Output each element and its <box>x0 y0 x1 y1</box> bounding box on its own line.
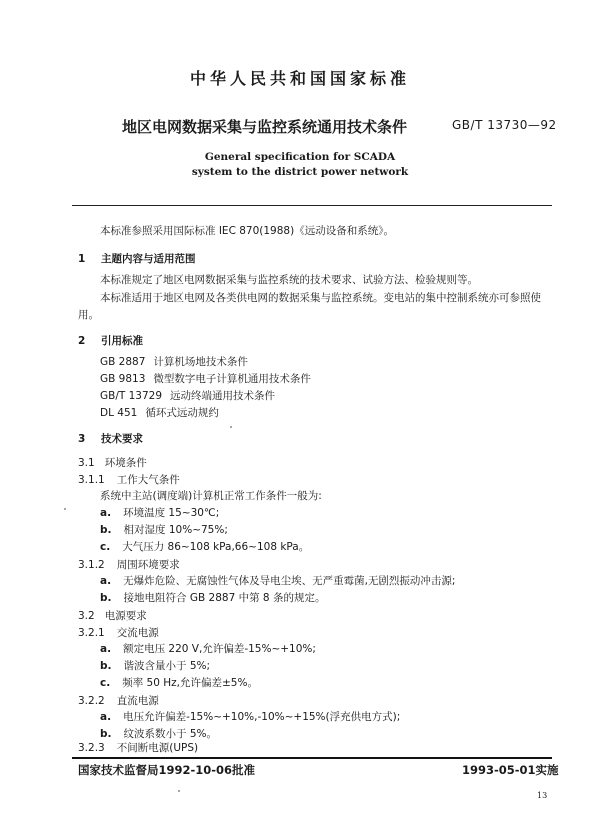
list-item <box>100 710 400 724</box>
subsection-3-2-2-heading <box>78 693 159 708</box>
page-number: 13 <box>537 791 548 800</box>
list-text: 频率 50 Hz,允许偏差±5%。 <box>122 677 258 689</box>
list-text: 电压允许偏差-15%~+10%,-10%~+15%(浮充供电方式); <box>123 711 401 723</box>
subsection-3-2-heading <box>78 608 147 623</box>
reference-code: GB 2887 <box>100 356 146 368</box>
subsection-3-1-heading <box>78 455 147 470</box>
subsection-number: 3.1 <box>78 457 95 469</box>
footer-rule <box>72 757 552 759</box>
list-item <box>100 659 210 673</box>
subsection-3-2-3-heading <box>78 740 198 755</box>
list-marker: b. <box>100 592 112 604</box>
section-title: 技术要求 <box>100 433 143 445</box>
section-3-heading <box>78 431 143 446</box>
subsection-title: 周围环境要求 <box>116 559 180 571</box>
section-1-heading <box>78 251 195 266</box>
implementation-date: 1993-05-01实施 <box>462 763 559 777</box>
subsection-title: 电源要求 <box>104 610 147 622</box>
section-1-paragraph-2: 本标准适用于地区电网及各类供电网的数据采集与监控系统。变电站的集中控制系统亦可参照使 <box>100 292 541 304</box>
list-marker: b. <box>100 660 112 672</box>
section-1-paragraph-1: 本标准规定了地区电网数据采集与监控系统的技术要求、试验方法、检验规则等。 <box>100 274 478 286</box>
list-item <box>100 523 228 537</box>
header-rule <box>72 205 552 206</box>
scan-speck <box>178 790 180 792</box>
section-number: 1 <box>78 253 86 265</box>
intro-paragraph: 本标准参照采用国际标准 IEC 870(1988)《远动设备和系统》。 <box>100 225 394 237</box>
reference-item <box>100 406 219 420</box>
document-title: 地区电网数据采集与监控系统通用技术条件 <box>122 118 408 136</box>
scan-speck <box>64 508 66 510</box>
subsection-3-1-1-heading <box>78 472 180 487</box>
list-text: 相对湿度 10%~75%; <box>123 524 228 536</box>
section-number: 3 <box>78 433 86 445</box>
english-title-line2: system to the district power network <box>191 166 409 178</box>
subsection-number: 3.2 <box>78 610 95 622</box>
list-marker: b. <box>100 524 112 536</box>
list-text: 额定电压 220 V,允许偏差-15%~+10%; <box>123 643 316 655</box>
reference-name: 计算机场地技术条件 <box>153 356 248 368</box>
section-2-heading <box>78 333 143 348</box>
approval-line: 国家技术监督局1992-10-06批准 <box>78 763 256 777</box>
list-item <box>100 642 316 656</box>
reference-code: GB 9813 <box>100 373 146 385</box>
subsection-number: 3.2.3 <box>78 742 105 754</box>
subsection-3-1-1-lead: 系统中主站(调度端)计算机正常工作条件一般为: <box>100 490 322 502</box>
list-text: 大气压力 86~108 kPa,66~108 kPa。 <box>122 541 310 553</box>
reference-name: 远动终端通用技术条件 <box>170 390 276 402</box>
subsection-title: 工作大气条件 <box>116 474 180 486</box>
list-marker: b. <box>100 728 112 740</box>
list-text: 无爆炸危险、无腐蚀性气体及导电尘埃、无严重霉菌,无剧烈振动冲击源; <box>123 575 456 587</box>
subsection-title: 直流电源 <box>116 695 159 707</box>
list-marker: a. <box>100 507 112 519</box>
subsection-title: 环境条件 <box>104 457 147 469</box>
list-marker: a. <box>100 575 112 587</box>
list-marker: a. <box>100 711 112 723</box>
reference-code: DL 451 <box>100 407 138 419</box>
list-marker: c. <box>100 541 111 553</box>
subsection-title: 不间断电源(UPS) <box>116 742 199 754</box>
scan-speck <box>230 426 232 428</box>
list-item <box>100 540 309 554</box>
subsection-3-2-1-heading <box>78 625 159 640</box>
subsection-title: 交流电源 <box>116 627 159 639</box>
reference-name: 循环式远动规约 <box>145 407 219 419</box>
list-marker: c. <box>100 677 111 689</box>
list-item <box>100 676 258 690</box>
list-text: 环境温度 15~30℃; <box>123 507 220 519</box>
section-title: 引用标准 <box>100 335 143 347</box>
list-item <box>100 727 217 741</box>
list-marker: a. <box>100 643 112 655</box>
list-item <box>100 574 455 588</box>
reference-code: GB/T 13729 <box>100 390 163 402</box>
list-item <box>100 591 325 605</box>
section-number: 2 <box>78 335 86 347</box>
reference-name: 微型数字电子计算机通用技术条件 <box>153 373 311 385</box>
section-title: 主题内容与适用范围 <box>100 253 196 265</box>
reference-item <box>100 372 311 386</box>
section-1-paragraph-2-cont: 用。 <box>78 309 99 321</box>
list-text: 纹波系数小于 5%。 <box>123 728 218 740</box>
subsection-3-1-2-heading <box>78 557 180 572</box>
standard-code: GB/T 13730—92 <box>452 118 557 132</box>
list-text: 谐波含量小于 5%; <box>123 660 211 672</box>
list-item <box>100 506 219 520</box>
subsection-number: 3.2.2 <box>78 695 105 707</box>
list-text: 接地电阻符合 GB 2887 中第 8 条的规定。 <box>123 592 326 604</box>
subsection-number: 3.1.2 <box>78 559 105 571</box>
subsection-number: 3.1.1 <box>78 474 105 486</box>
reference-item <box>100 389 275 403</box>
subsection-number: 3.2.1 <box>78 627 105 639</box>
english-title-line1: General specification for SCADA <box>204 151 396 163</box>
reference-item <box>100 355 248 369</box>
national-standard-heading: 中华人民共和国国家标准 <box>189 69 410 88</box>
